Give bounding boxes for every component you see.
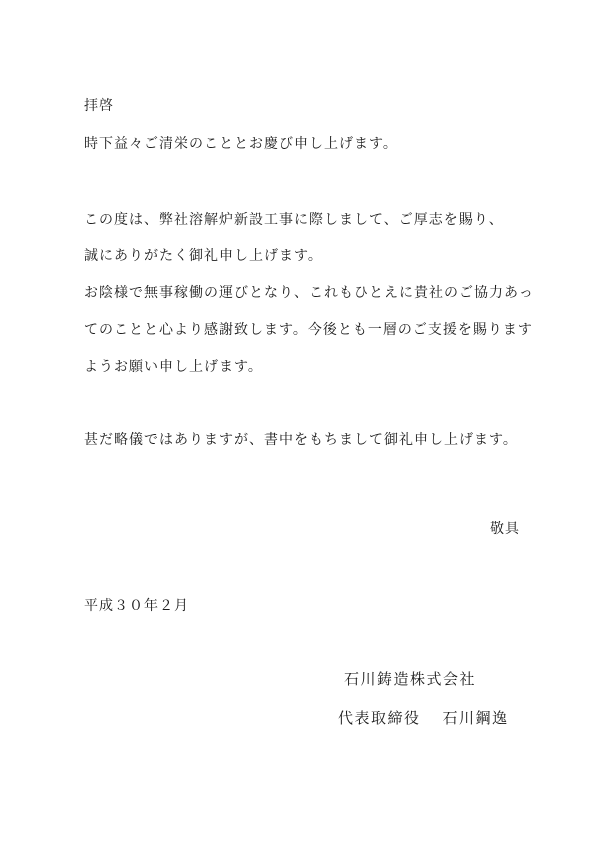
body-line-3: お陰様で無事稼働の運びとなり、これもひとえに貴社のご協力あっ (84, 285, 534, 301)
closing-note: 甚だ略儀ではありますが、書中をもちまして御礼申し上げます。 (84, 432, 518, 448)
company-name: 石川鋳造株式会社 (344, 670, 477, 688)
representative-signature (338, 710, 509, 726)
representative-name: 石川鋼逸 (442, 709, 509, 727)
letter-date: 平成３０年２月 (84, 598, 189, 614)
body-line-5: ようお願い申し上げます。 (84, 359, 263, 375)
body-line-1: この度は、弊社溶解炉新設工事に際しまして、ご厚志を賜り、 (84, 212, 504, 228)
body-line-2: 誠にありがたく御礼申し上げます。 (84, 248, 323, 264)
body-line-4: てのことと心より感謝致します。今後とも一層のご支援を賜ります (84, 322, 533, 338)
representative-title: 代表取締役 (338, 709, 421, 727)
seasonal-greeting: 時下益々ご清栄のこととお慶び申し上げます。 (84, 136, 398, 152)
opening-salutation: 拝啓 (84, 98, 114, 114)
closing-word: 敬具 (490, 521, 520, 537)
